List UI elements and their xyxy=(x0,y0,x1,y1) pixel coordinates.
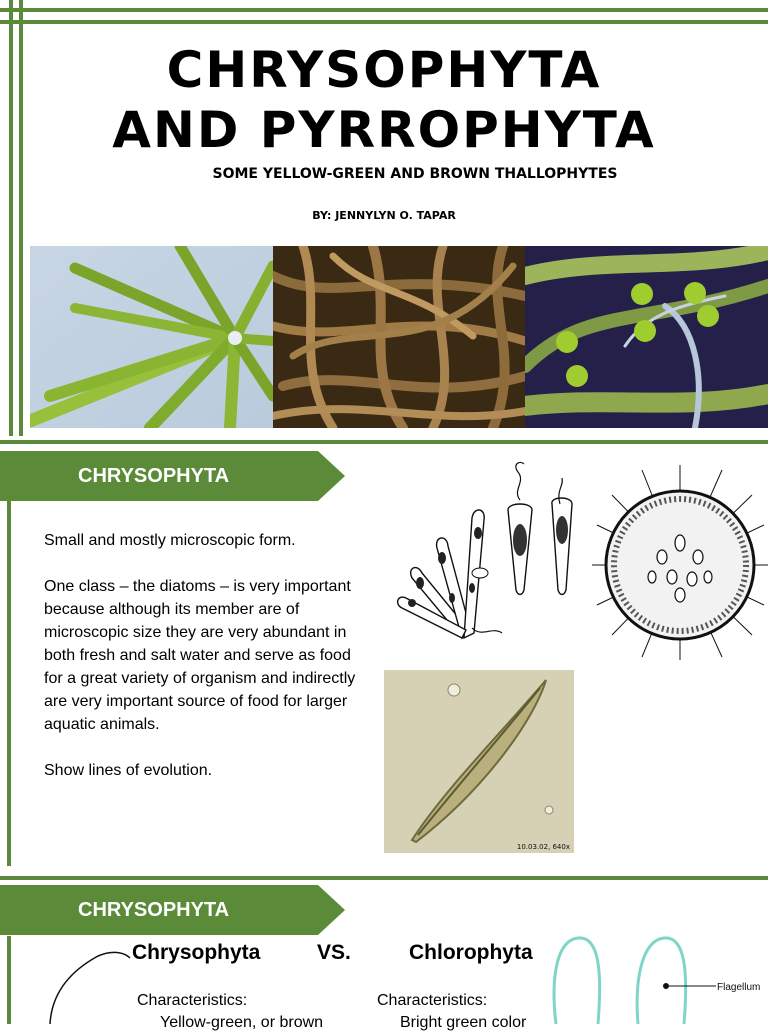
subtitle: SOME YELLOW-GREEN AND BROWN THALLOPHYTES xyxy=(212,166,618,182)
right-characteristics-item: Bright green color xyxy=(400,1014,527,1031)
right-characteristics-label: Characteristics: xyxy=(377,992,488,1009)
drawing-organism-cluster xyxy=(392,488,504,648)
vs-label: VS. xyxy=(317,941,351,964)
drawing-cyan-flagella xyxy=(548,934,768,1024)
left-title: Chrysophyta xyxy=(132,941,261,964)
section2-header xyxy=(0,885,345,935)
slide2-left-rule xyxy=(7,500,11,866)
left-characteristics-item: Yellow-green, or brown xyxy=(160,1014,324,1031)
drawing-flagellates xyxy=(500,460,584,600)
right-title: Chlorophyta xyxy=(409,941,533,964)
top-rule-2 xyxy=(0,20,768,24)
page-title xyxy=(0,40,768,160)
photo-filaments-spheres xyxy=(525,246,768,428)
paragraph-1: Small and mostly microscopic form. xyxy=(44,532,296,549)
flagellum-label: Flagellum xyxy=(717,982,761,993)
title-line-2: AND PYRROPHYTA xyxy=(112,101,656,159)
drawing-flagellum-curve xyxy=(46,948,132,1024)
slide3-top-rule xyxy=(0,876,768,880)
slide3-left-rule xyxy=(7,936,11,1024)
section1-header xyxy=(0,451,345,501)
photo-brown-seaweed xyxy=(273,246,525,428)
author-line: BY: JENNYLYN O. TAPAR xyxy=(312,209,456,222)
paragraph-2: One class – the diatoms – is very important because although its member are of microscopic size they are very abundant in both fresh and salt water and serve as food for a great variety of organism and indirectly are very important source of food for larger aquatic animals. xyxy=(44,578,356,733)
photo-diatom-micrograph xyxy=(384,670,574,853)
section1-header-label: CHRYSOPHYTA xyxy=(78,465,230,487)
paragraph-3: Show lines of evolution. xyxy=(44,762,213,779)
drawing-radiating-sphere xyxy=(592,465,768,660)
top-rule-1 xyxy=(0,8,768,12)
left-characteristics-label: Characteristics: xyxy=(137,992,248,1009)
section2-header-label: CHRYSOPHYTA xyxy=(78,899,230,921)
slide2-top-rule xyxy=(0,440,768,444)
title-line-1: CHRYSOPHYTA xyxy=(166,41,602,99)
photo-green-filaments xyxy=(30,246,273,428)
section1-body xyxy=(44,529,364,805)
micrograph-caption: 10.03.02, 640x xyxy=(516,843,570,851)
